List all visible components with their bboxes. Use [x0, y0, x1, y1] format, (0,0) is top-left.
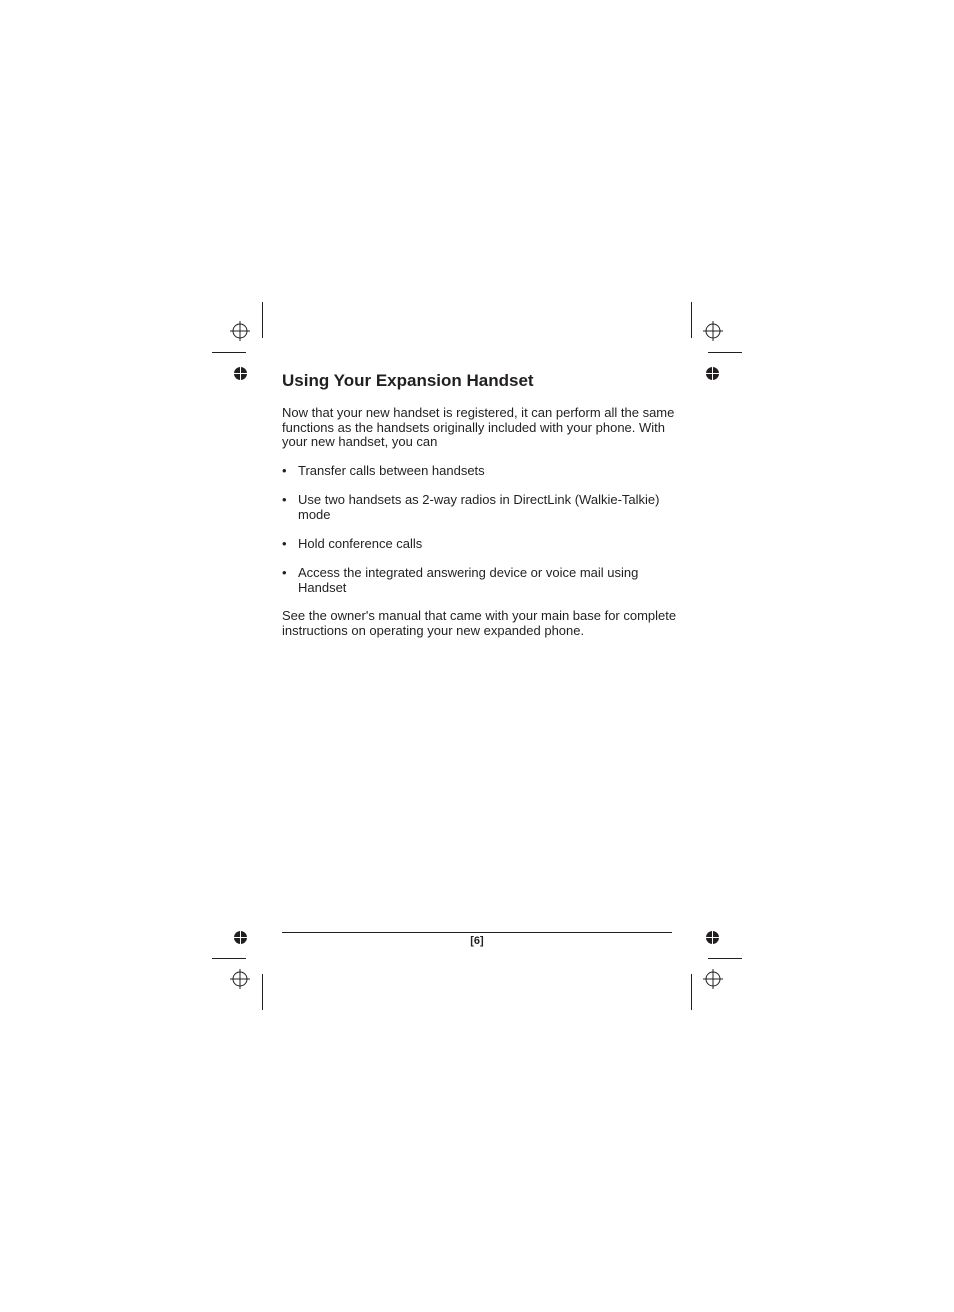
bullet-icon: •	[282, 492, 287, 508]
crop-mark-top-right-vertical	[691, 302, 692, 338]
list-item	[282, 493, 682, 522]
page-number: [6]	[470, 935, 484, 947]
registration-dot-icon	[706, 931, 719, 944]
registration-crosshair-icon	[230, 969, 250, 989]
list-item	[282, 464, 682, 479]
list-item-text: Hold conference calls	[298, 536, 423, 552]
registration-dot-icon	[234, 931, 247, 944]
feature-list	[282, 464, 682, 610]
page-title: Using Your Expansion Handset	[282, 371, 534, 390]
registration-dot-icon	[234, 367, 247, 380]
bullet-icon: •	[282, 463, 287, 478]
crop-mark-bottom-right-horizontal	[708, 958, 742, 959]
list-item-text: Transfer calls between handsets	[298, 463, 485, 478]
list-item	[282, 537, 682, 552]
list-item-text: Use two handsets as 2-way radios in DirectLink (Walkie-Talkie) mode	[298, 492, 660, 522]
crop-mark-bottom-right-vertical	[691, 974, 692, 1010]
registration-crosshair-icon	[230, 321, 250, 341]
registration-dot-icon	[706, 367, 719, 380]
registration-crosshair-icon	[703, 321, 723, 341]
list-item	[282, 566, 682, 595]
crop-mark-top-left-vertical	[262, 302, 263, 338]
crop-mark-top-right-horizontal	[708, 352, 742, 353]
closing-paragraph: See the owner's manual that came with your main base for complete instructions on operating your new expanded phone.	[282, 608, 677, 638]
bullet-icon: •	[282, 536, 287, 552]
list-item-text: Access the integrated answering device or voice mail using Handset	[298, 565, 639, 596]
crop-mark-bottom-left-vertical	[262, 974, 263, 1010]
registration-crosshair-icon	[703, 969, 723, 989]
footer-divider	[282, 932, 672, 933]
intro-paragraph: Now that your new handset is registered, it can perform all the same functions as the handsets originally included with your phone. With your new handset, you can	[282, 405, 675, 450]
crop-mark-bottom-left-horizontal	[212, 958, 246, 959]
bullet-icon: •	[282, 565, 287, 581]
crop-mark-top-left-horizontal	[212, 352, 246, 353]
